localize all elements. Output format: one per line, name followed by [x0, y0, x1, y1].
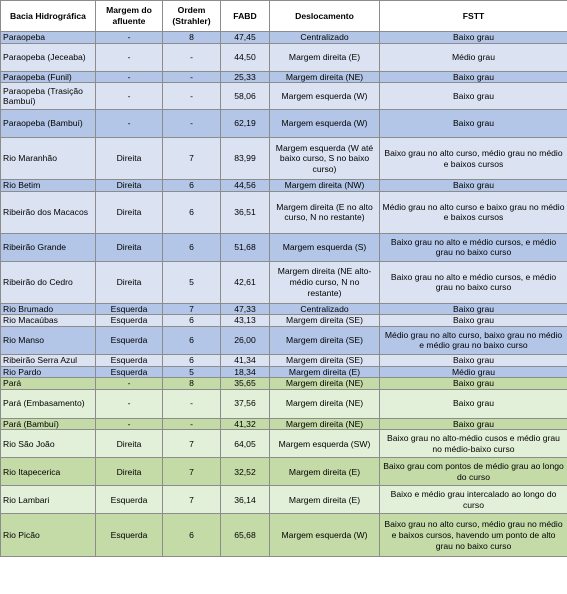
cell-basin: Rio Betim [1, 180, 96, 192]
cell-shift: Margem direita (E no alto curso, N no restante) [270, 191, 380, 233]
cell-basin: Ribeirão do Cedro [1, 261, 96, 303]
cell-basin: Rio Brumado [1, 303, 96, 315]
cell-basin: Ribeirão Grande [1, 233, 96, 261]
cell-basin: Rio Macaúbas [1, 315, 96, 327]
cell-shift: Margem direita (NE) [270, 389, 380, 418]
cell-fstt: Baixo grau [380, 110, 567, 138]
cell-order: 5 [163, 261, 221, 303]
cell-shift: Centralizado [270, 32, 380, 44]
cell-order: 6 [163, 180, 221, 192]
cell-order: - [163, 83, 221, 110]
cell-fabd: 44,50 [221, 43, 270, 71]
cell-margin: Esquerda [96, 514, 163, 557]
cell-fabd: 47,45 [221, 32, 270, 44]
cell-fstt: Baixo e médio grau intercalado ao longo do curso [380, 486, 567, 514]
cell-fstt: Baixo grau [380, 83, 567, 110]
cell-fabd: 36,14 [221, 486, 270, 514]
cell-order: 7 [163, 458, 221, 486]
cell-fabd: 83,99 [221, 138, 270, 180]
table-row [1, 326, 567, 354]
cell-fstt: Baixo grau [380, 378, 567, 390]
cell-fstt: Baixo grau com pontos de médio grau ao longo do curso [380, 458, 567, 486]
cell-shift: Margem direita (E) [270, 486, 380, 514]
table-row [1, 71, 567, 83]
table-row [1, 354, 567, 366]
cell-fstt: Baixo grau [380, 418, 567, 430]
cell-order: - [163, 71, 221, 83]
header-margin: Margem do afluente [96, 1, 163, 32]
table-row [1, 366, 567, 378]
cell-fstt: Baixo grau [380, 180, 567, 192]
cell-order: 6 [163, 233, 221, 261]
table-row [1, 315, 567, 327]
table-row [1, 458, 567, 486]
cell-order: 8 [163, 378, 221, 390]
cell-margin: Direita [96, 191, 163, 233]
cell-fstt: Baixo grau [380, 354, 567, 366]
cell-fstt: Médio grau [380, 366, 567, 378]
cell-order: 6 [163, 191, 221, 233]
cell-fstt: Baixo grau [380, 389, 567, 418]
header-fstt: FSTT [380, 1, 567, 32]
cell-order: - [163, 110, 221, 138]
cell-fabd: 35,65 [221, 378, 270, 390]
cell-margin: Esquerda [96, 315, 163, 327]
cell-basin: Rio Lambari [1, 486, 96, 514]
cell-order: 7 [163, 486, 221, 514]
header-basin: Bacia Hidrográfica [1, 1, 96, 32]
cell-basin: Ribeirão dos Macacos [1, 191, 96, 233]
cell-basin: Pará [1, 378, 96, 390]
cell-fstt: Baixo grau no alto curso, médio grau no médio e baixos cursos [380, 138, 567, 180]
cell-fabd: 42,61 [221, 261, 270, 303]
cell-shift: Margem esquerda (W) [270, 514, 380, 557]
cell-basin: Pará (Embasamento) [1, 389, 96, 418]
cell-margin: Direita [96, 180, 163, 192]
cell-basin: Rio Maranhão [1, 138, 96, 180]
cell-fabd: 18,34 [221, 366, 270, 378]
cell-margin: Esquerda [96, 354, 163, 366]
cell-fabd: 26,00 [221, 326, 270, 354]
cell-margin: - [96, 32, 163, 44]
cell-shift: Margem direita (NW) [270, 180, 380, 192]
cell-shift: Margem direita (NE) [270, 71, 380, 83]
cell-fabd: 44,56 [221, 180, 270, 192]
cell-margin: Direita [96, 138, 163, 180]
table-row [1, 233, 567, 261]
cell-shift: Margem direita (NE) [270, 378, 380, 390]
cell-fstt: Baixo grau no alto e médio cursos, e médio grau no baixo curso [380, 261, 567, 303]
cell-shift: Margem direita (NE) [270, 418, 380, 430]
cell-basin: Rio Manso [1, 326, 96, 354]
cell-fabd: 25,33 [221, 71, 270, 83]
cell-basin: Rio Itapecerica [1, 458, 96, 486]
cell-basin: Paraopeba (Jeceaba) [1, 43, 96, 71]
cell-basin: Rio Picão [1, 514, 96, 557]
cell-shift: Margem esquerda (W) [270, 83, 380, 110]
cell-order: 5 [163, 366, 221, 378]
cell-order: 7 [163, 303, 221, 315]
cell-shift: Margem direita (E) [270, 366, 380, 378]
cell-fstt: Baixo grau [380, 315, 567, 327]
cell-shift: Margem direita (NE alto-médio curso, N no restante) [270, 261, 380, 303]
cell-fabd: 62,19 [221, 110, 270, 138]
cell-margin: - [96, 110, 163, 138]
cell-order: 8 [163, 32, 221, 44]
cell-order: 6 [163, 315, 221, 327]
table-row [1, 32, 567, 44]
cell-basin: Paraopeba (Trasição Bambuí) [1, 83, 96, 110]
cell-fabd: 43,13 [221, 315, 270, 327]
cell-fabd: 51,68 [221, 233, 270, 261]
cell-shift: Margem direita (SE) [270, 326, 380, 354]
cell-fabd: 37,56 [221, 389, 270, 418]
cell-fabd: 64,05 [221, 430, 270, 458]
table-row [1, 486, 567, 514]
cell-fstt: Baixo grau no alto e médio cursos, e médio grau no baixo curso [380, 233, 567, 261]
cell-margin: - [96, 378, 163, 390]
cell-margin: Esquerda [96, 366, 163, 378]
cell-order: - [163, 43, 221, 71]
cell-shift: Margem esquerda (SW) [270, 430, 380, 458]
cell-margin: Esquerda [96, 486, 163, 514]
table-row [1, 389, 567, 418]
cell-margin: - [96, 71, 163, 83]
table-row [1, 138, 567, 180]
cell-basin: Rio São João [1, 430, 96, 458]
table-row [1, 303, 567, 315]
cell-basin: Paraopeba (Funil) [1, 71, 96, 83]
cell-basin: Pará (Bambuí) [1, 418, 96, 430]
cell-fabd: 65,68 [221, 514, 270, 557]
cell-margin: - [96, 83, 163, 110]
cell-shift: Margem esquerda (W até baixo curso, S no baixo curso) [270, 138, 380, 180]
cell-fstt: Baixo grau no alto curso, médio grau no médio e baixos cursos, havendo um ponto de alto grau no baixo curso [380, 514, 567, 557]
cell-order: - [163, 389, 221, 418]
cell-shift: Margem direita (E) [270, 43, 380, 71]
cell-order: 7 [163, 430, 221, 458]
table-row [1, 430, 567, 458]
table-row [1, 514, 567, 557]
cell-margin: Direita [96, 430, 163, 458]
cell-fabd: 41,34 [221, 354, 270, 366]
cell-margin: Esquerda [96, 326, 163, 354]
table-row [1, 110, 567, 138]
cell-shift: Margem direita (E) [270, 458, 380, 486]
cell-fabd: 36,51 [221, 191, 270, 233]
cell-fabd: 41,32 [221, 418, 270, 430]
cell-margin: - [96, 43, 163, 71]
cell-basin: Paraopeba [1, 32, 96, 44]
cell-fstt: Baixo grau [380, 71, 567, 83]
cell-order: 7 [163, 138, 221, 180]
cell-fstt: Médio grau no alto curso e baixo grau no médio e baixos cursos [380, 191, 567, 233]
header-fabd: FABD [221, 1, 270, 32]
cell-fstt: Baixo grau no alto-médio cusos e médio grau no médio-baixo curso [380, 430, 567, 458]
header-order: Ordem (Strahler) [163, 1, 221, 32]
header-row [1, 1, 567, 32]
cell-margin: - [96, 389, 163, 418]
cell-margin: - [96, 418, 163, 430]
cell-fabd: 47,33 [221, 303, 270, 315]
cell-fstt: Baixo grau [380, 32, 567, 44]
cell-basin: Paraopeba (Bambuí) [1, 110, 96, 138]
cell-margin: Direita [96, 261, 163, 303]
cell-shift: Centralizado [270, 303, 380, 315]
cell-order: 6 [163, 326, 221, 354]
cell-shift: Margem direita (SE) [270, 354, 380, 366]
cell-shift: Margem direita (SE) [270, 315, 380, 327]
cell-basin: Ribeirão Serra Azul [1, 354, 96, 366]
cell-shift: Margem esquerda (W) [270, 110, 380, 138]
cell-margin: Direita [96, 233, 163, 261]
table-row [1, 378, 567, 390]
cell-fabd: 32,52 [221, 458, 270, 486]
cell-margin: Direita [96, 458, 163, 486]
cell-shift: Margem esquerda (S) [270, 233, 380, 261]
table-row [1, 43, 567, 71]
cell-fstt: Médio grau [380, 43, 567, 71]
table-row [1, 418, 567, 430]
header-shift: Deslocamento [270, 1, 380, 32]
cell-basin: Rio Pardo [1, 366, 96, 378]
cell-fabd: 58,06 [221, 83, 270, 110]
cell-fstt: Baixo grau [380, 303, 567, 315]
table-row [1, 261, 567, 303]
table-row [1, 83, 567, 110]
table-row [1, 191, 567, 233]
cell-fstt: Médio grau no alto curso, baixo grau no médio e médio grau no baixo curso [380, 326, 567, 354]
cell-order: 6 [163, 514, 221, 557]
cell-order: - [163, 418, 221, 430]
table-row [1, 180, 567, 192]
cell-margin: Esquerda [96, 303, 163, 315]
cell-order: 6 [163, 354, 221, 366]
